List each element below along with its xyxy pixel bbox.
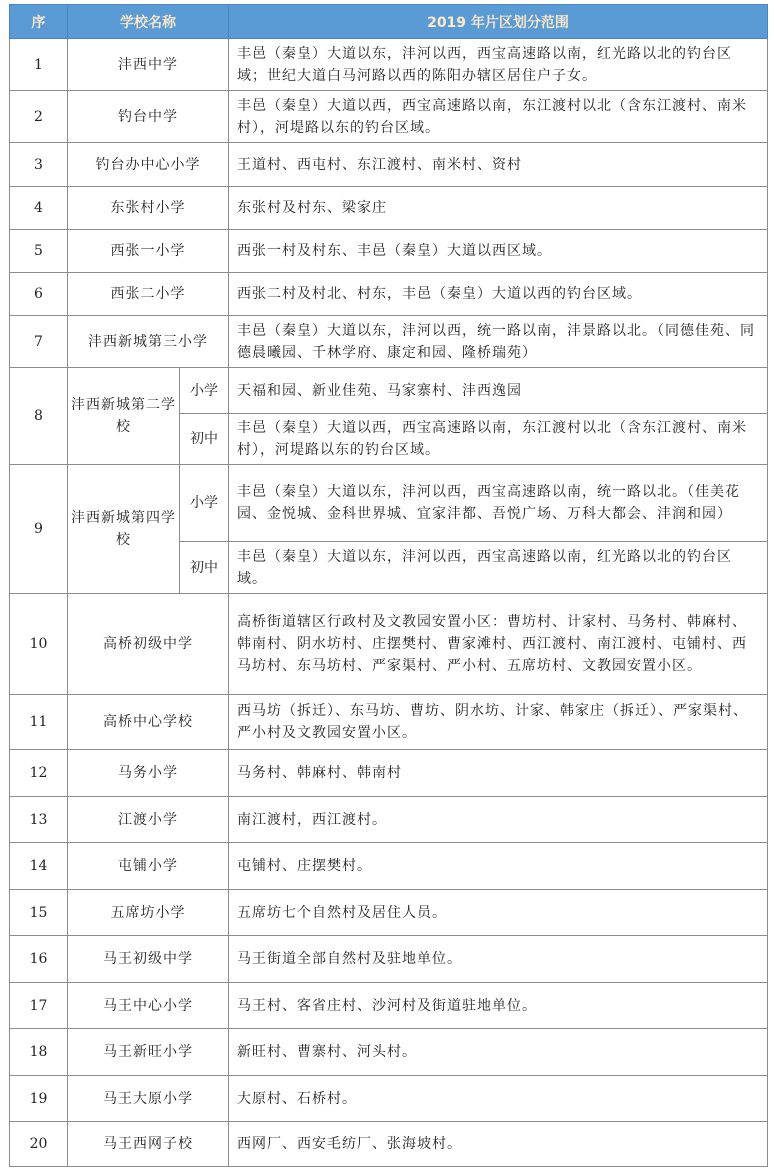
zone-scope: 高桥街道辖区行政村及文教园安置小区：曹坊村、计家村、马务村、韩麻村、韩南村、阴水坊村、庄摆樊村、曹家滩村、西江渡村、南江渡村、屯铺村、西马坊村、东马坊村、严家渠村、严小村、五席坊村、文教园安置小区。 — [229, 594, 768, 695]
row-seq: 19 — [10, 1076, 68, 1122]
row-seq: 15 — [10, 890, 68, 936]
table-row — [10, 39, 768, 91]
row-seq: 7 — [10, 316, 68, 368]
zone-scope: 丰邑（秦皇）大道以西，西宝高速路以南，东江渡村以北（含东江渡村、南米村），河堤路以东的钓台区域。 — [229, 414, 768, 465]
row-seq: 1 — [10, 39, 68, 91]
table-row — [10, 273, 768, 316]
table-row — [10, 843, 768, 890]
zone-scope: 屯铺村、庄摆樊村。 — [229, 843, 768, 890]
school-name: 高桥初级中学 — [68, 594, 229, 695]
table-row — [10, 1029, 768, 1076]
zone-scope: 东张村及村东、梁家庄 — [229, 187, 768, 230]
zone-scope: 西网厂、西安毛纺厂、张海坡村。 — [229, 1122, 768, 1167]
header-row — [10, 5, 768, 39]
row-seq: 4 — [10, 187, 68, 230]
zone-scope: 王道村、西屯村、东江渡村、南米村、资村 — [229, 143, 768, 187]
row-seq: 8 — [10, 368, 68, 465]
school-name: 钓台办中心小学 — [68, 143, 229, 187]
row-seq: 3 — [10, 143, 68, 187]
zone-scope: 西张一村及村东、丰邑（秦皇）大道以西区域。 — [229, 230, 768, 273]
row-seq: 17 — [10, 983, 68, 1029]
row-seq: 6 — [10, 273, 68, 316]
school-name: 钓台中学 — [68, 91, 229, 143]
row-seq: 10 — [10, 594, 68, 695]
zone-scope: 马王村、客省庄村、沙河村及街道驻地单位。 — [229, 983, 768, 1029]
zone-scope: 丰邑（秦皇）大道以东，沣河以西，西宝高速路以南，红光路以北的钓台区域。 — [229, 542, 768, 594]
school-level: 小学 — [180, 465, 229, 542]
zone-scope: 丰邑（秦皇）大道以东，沣河以西，统一路以南，沣景路以北。（同德佳苑、同德晨曦园、千林学府、康定和园、隆桥瑞苑） — [229, 316, 768, 368]
table-row — [10, 1122, 768, 1167]
row-seq: 13 — [10, 797, 68, 843]
table-row — [10, 695, 768, 750]
school-name: 马王西网子校 — [68, 1122, 229, 1167]
zone-scope: 南江渡村，西江渡村。 — [229, 797, 768, 843]
zone-scope: 西张二村及村北、村东，丰邑（秦皇）大道以西的钓台区域。 — [229, 273, 768, 316]
school-name: 五席坊小学 — [68, 890, 229, 936]
school-level: 小学 — [180, 368, 229, 414]
school-name: 沣西新城第四学校 — [68, 465, 180, 594]
school-zone-table — [9, 4, 768, 1167]
table-row — [10, 983, 768, 1029]
zone-scope: 大原村、石桥村。 — [229, 1076, 768, 1122]
table-row — [10, 936, 768, 983]
header-scope: 2019 年片区划分范围 — [229, 5, 768, 39]
school-name: 马王大原小学 — [68, 1076, 229, 1122]
row-seq: 5 — [10, 230, 68, 273]
header-seq: 序 — [10, 5, 68, 39]
row-seq: 2 — [10, 91, 68, 143]
school-name: 沣西新城第三小学 — [68, 316, 229, 368]
school-level: 初中 — [180, 542, 229, 594]
table-row — [10, 143, 768, 187]
school-name: 高桥中心学校 — [68, 695, 229, 750]
table-row — [10, 230, 768, 273]
row-seq: 12 — [10, 750, 68, 797]
school-name: 沣西中学 — [68, 39, 229, 91]
table-row — [10, 1076, 768, 1122]
zone-scope: 马王街道全部自然村及驻地单位。 — [229, 936, 768, 983]
school-name: 江渡小学 — [68, 797, 229, 843]
table-row — [10, 187, 768, 230]
table-row — [10, 368, 768, 414]
header-school: 学校名称 — [68, 5, 229, 39]
school-name: 东张村小学 — [68, 187, 229, 230]
school-name: 马务小学 — [68, 750, 229, 797]
school-level: 初中 — [180, 414, 229, 465]
zone-scope: 新旺村、曹寨村、河头村。 — [229, 1029, 768, 1076]
zone-scope: 西马坊（拆迁）、东马坊、曹坊、阴水坊、计家、韩家庄（拆迁）、严家渠村、严小村及文教园安置小区。 — [229, 695, 768, 750]
school-name: 沣西新城第二学校 — [68, 368, 180, 465]
school-name: 马王新旺小学 — [68, 1029, 229, 1076]
table-row — [10, 316, 768, 368]
row-seq: 9 — [10, 465, 68, 594]
zone-scope: 丰邑（秦皇）大道以西，西宝高速路以南，东江渡村以北（含东江渡村、南米村），河堤路以东的钓台区域。 — [229, 91, 768, 143]
row-seq: 14 — [10, 843, 68, 890]
table-row — [10, 91, 768, 143]
school-name: 马王初级中学 — [68, 936, 229, 983]
row-seq: 16 — [10, 936, 68, 983]
table-row — [10, 465, 768, 542]
school-name: 屯铺小学 — [68, 843, 229, 890]
zone-scope: 五席坊七个自然村及居住人员。 — [229, 890, 768, 936]
table-row — [10, 797, 768, 843]
school-name: 马王中心小学 — [68, 983, 229, 1029]
row-seq: 18 — [10, 1029, 68, 1076]
table-row — [10, 594, 768, 695]
table-row — [10, 890, 768, 936]
zone-scope: 马务村、韩麻村、韩南村 — [229, 750, 768, 797]
table-row — [10, 750, 768, 797]
row-seq: 20 — [10, 1122, 68, 1167]
zone-scope: 丰邑（秦皇）大道以东，沣河以西，西宝高速路以南，红光路以北的钓台区域；世纪大道白马河路以西的陈阳办辖区居住户子女。 — [229, 39, 768, 91]
school-name: 西张一小学 — [68, 230, 229, 273]
zone-scope: 丰邑（秦皇）大道以东，沣河以西，西宝高速路以南，统一路以北。（佳美花园、金悦城、金科世界城、宜家沣都、吾悦广场、万科大都会、沣润和园） — [229, 465, 768, 542]
row-seq: 11 — [10, 695, 68, 750]
school-name: 西张二小学 — [68, 273, 229, 316]
zone-scope: 天福和园、新业佳苑、马家寨村、沣西逸园 — [229, 368, 768, 414]
